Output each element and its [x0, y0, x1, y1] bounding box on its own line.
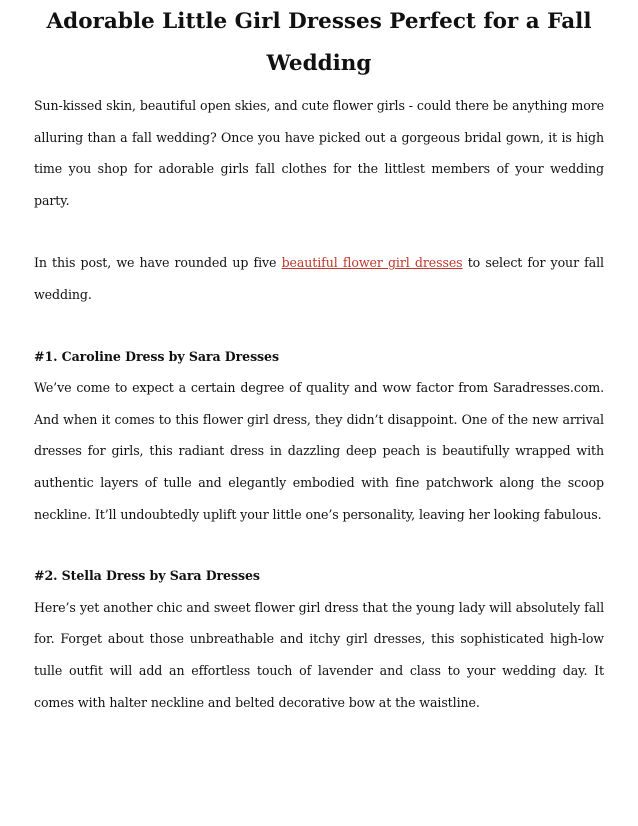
flower-girl-dresses-link[interactable]: beautiful flower girl dresses	[281, 255, 463, 271]
section-heading-caroline: #1. Caroline Dress by Sara Dresses	[34, 348, 279, 364]
section-body-caroline: We’ve come to expect a certain degree of quality and wow factor from Saradresses.com. And when it comes to this flower girl dress, they didn’t disappoint. One of the new arrival dresses for girls, this radiant dress in dazzling deep peach is beautifully wrapped with authentic layers of tulle and elegantly embodied with fine patchwork along the scoop neckline. It’ll undoubtedly uplift your little one’s personality, leaving her looking fabulous.	[34, 380, 604, 522]
section-heading-stella: #2. Stella Dress by Sara Dresses	[34, 568, 260, 584]
roundup-text-before: In this post, we have rounded up five	[34, 255, 282, 271]
roundup-text-after: to select for your fall wedding.	[34, 255, 604, 302]
document-page	[34, 0, 604, 718]
section-body-stella: Here’s yet another chic and sweet flower girl dress that the young lady will absolutely fall for. Forget about those unbreathable and itchy girl dresses, this sophisticated high-low tulle outfit will add an effortless touch of lavender and class to your wedding day. It comes with halter neckline and belted decorative bow at the waistline.	[34, 599, 604, 710]
roundup-paragraph	[34, 247, 604, 310]
page-title: Adorable Little Girl Dresses Perfect for a Fall Wedding	[46, 9, 592, 76]
intro-paragraph: Sun-kissed skin, beautiful open skies, and cute flower girls - could there be anything more alluring than a fall wedding? Once you have picked out a gorgeous bridal gown, it is high time you shop for adorable girls fall clothes for the littlest members of your wedding party.	[34, 98, 604, 208]
